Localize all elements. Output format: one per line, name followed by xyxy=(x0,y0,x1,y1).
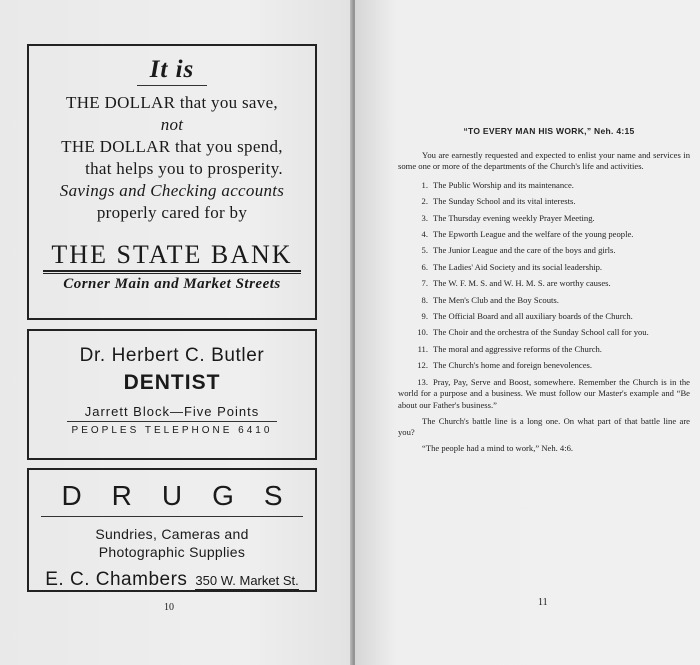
closing-paragraph: The Church's battle line is a long one. On what part of that battle line are you? xyxy=(398,415,690,438)
dentist-ad xyxy=(27,329,317,460)
list-item: 5. The Junior League and the care of the boys and girls. xyxy=(421,245,616,256)
merchant-name: E. C. Chambers xyxy=(45,569,188,590)
list-item: 12. The Church's home and foreign benevolences. xyxy=(417,360,593,371)
list-item: 1. The Public Worship and its maintenance. xyxy=(421,179,574,190)
dentist-phone: PEOPLES TELEPHONE 6410 xyxy=(71,425,273,436)
location-rule xyxy=(67,421,277,422)
page-title: “TO EVERY MAN HIS WORK,” Neh. 4:15 xyxy=(463,126,635,136)
bank-ad-line: THE DOLLAR that you save, xyxy=(66,93,278,112)
list-item: 4. The Epworth League and the welfare of the young people. xyxy=(421,229,634,240)
drugs-line: Sundries, Cameras and xyxy=(95,526,249,542)
bank-name-rule-thin xyxy=(43,273,301,274)
list-item: 8. The Men's Club and the Boy Scouts. xyxy=(421,294,559,305)
closing-quote: “The people had a mind to work,” Neh. 4:6. xyxy=(422,442,574,453)
bank-ad-line: THE DOLLAR that you spend, xyxy=(61,137,283,156)
list-item: 11. The moral and aggressive reforms of the Church. xyxy=(417,343,602,354)
list-item: 6. The Ladies' Aid Society and its social leadership. xyxy=(421,261,603,272)
page-number-left: 10 xyxy=(164,602,174,613)
page-number-right: 11 xyxy=(538,597,548,608)
list-item: 3. The Thursday evening weekly Prayer Meeting. xyxy=(421,212,595,223)
bank-ad-line: properly cared for by xyxy=(96,203,248,222)
list-item: 9. The Official Board and all auxiliary boards of the Church. xyxy=(421,311,633,322)
dentist-profession: DENTIST xyxy=(123,371,221,394)
bank-address: Corner Main and Market Streets xyxy=(63,276,281,292)
state-bank-ad xyxy=(27,44,317,320)
list-item: 13. Pray, Pay, Serve and Boost, somewhere. Remember the Church is in the world for a purpose and a business. We must follow our Master's example and “Be about our Father's business.” xyxy=(398,376,690,410)
bank-name: THE STATE BANK xyxy=(51,240,293,269)
intro-paragraph: You are earnestly requested and expected to enlist your name and services in some one or more of the departments of the Church's life and activities. xyxy=(398,150,690,172)
merchant-address: 350 W. Market St. xyxy=(195,573,299,588)
church-work-text xyxy=(398,126,690,458)
list-item: 10. The Choir and the orchestra of the Sunday School call for you. xyxy=(417,327,649,338)
bank-ad-line: Savings and Checking accounts xyxy=(59,181,285,200)
drugs-ad xyxy=(27,468,317,592)
bank-ad-line: that helps you to prosperity. xyxy=(85,159,283,178)
drugs-rule xyxy=(41,516,303,517)
bank-name-rule xyxy=(43,270,301,272)
dentist-location: Jarrett Block—Five Points xyxy=(84,404,260,419)
drugs-line: Photographic Supplies xyxy=(98,544,246,560)
drugs-heading: DRUGS xyxy=(61,480,313,511)
list-item: 2. The Sunday School and its vital interests. xyxy=(421,196,576,207)
heading-underline xyxy=(137,85,207,86)
list-item: 7. The W. F. M. S. and W. H. M. S. are worthy causes. xyxy=(421,278,611,289)
merchant-row xyxy=(29,569,315,591)
bank-ad-line: not xyxy=(160,115,184,134)
dentist-name: Dr. Herbert C. Butler xyxy=(79,345,265,366)
bank-ad-heading: It is xyxy=(149,56,195,83)
